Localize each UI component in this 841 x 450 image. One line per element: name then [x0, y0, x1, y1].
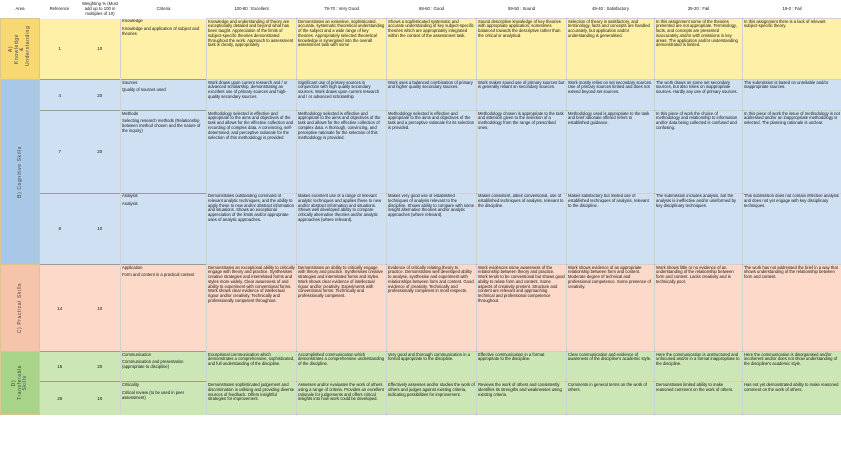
- header-grade-fail-low: 19-0 : Fail: [743, 0, 841, 19]
- grade-cell: The work has not addressed the brief in a way that shows understanding of the relationship between form and content.: [743, 265, 841, 352]
- grade-cell: Comments in general terms on the work of others.: [567, 382, 655, 415]
- weighting-cell: 10: [80, 382, 121, 415]
- grade-cell: Effectively assesses and/or studies the work of others and judges against existing criteria, indicating possibilities for improvement.: [387, 382, 477, 415]
- grade-cell: Methodology selected is effective and appropriate to the aims and objectives of the task and allows for the effective collection and recording of complex data. A convincing, self-determined, and perceptive rationale for the selection of this methodology is provided: [207, 111, 297, 193]
- grade-cell: Work draws upon current research and / or advanced scholarship, demonstrating an excellent use of primary sources and high-quality secondary sources: [207, 80, 297, 111]
- weighting-cell: 20: [80, 80, 121, 111]
- header-weighting: Weighting % (Must add up to 100 in multiples of 10): [80, 0, 121, 19]
- grade-cell: Work evidences some awareness of the relationship between theory and practice. Work tends to be conventional but shows good ability to relate form and content. Some aspects of creativity present. Structure and content are relevant and approaching technical and professional competence throughout.: [477, 265, 567, 352]
- rubric-row-criticality: [1, 382, 841, 415]
- area-transferable: [1, 352, 40, 415]
- reference-cell: 7: [40, 111, 80, 193]
- header-row: [1, 0, 841, 19]
- grade-cell: In this assignment there is a lack of relevant subject-specific theory.: [743, 19, 841, 80]
- criterion-description: Form and content in a practical context: [122, 272, 195, 278]
- area-label: A) Knowledge & Understanding: [8, 25, 31, 66]
- grade-cell: Shows a sophisticated systematic and accurate understanding of key subject-specific theories which are appropriately integrated within the context of the assessment task.: [387, 19, 477, 80]
- grade-cell: Demonstrates outstanding command of relevant analytic techniques, and the ability to apply these to new and/or abstract information and situations. Shows an exceptional appreciation of the limits and/or appropriate uses of analytic approaches.: [207, 193, 297, 264]
- header-grade-excellent: 100-80 : Excellent: [207, 0, 297, 19]
- criterion-title: Methods: [122, 110, 139, 116]
- grade-cell: Knowledge and understanding of theory are exceptionally detailed and beyond what has been taught. Appreciation of the limits of subject-specific theories demonstrated throughout the work. Approach to assessment task is clearly, appropriately: [207, 19, 297, 80]
- grade-cell: Exceptional communication which demonstrates a comprehensive, sophisticated, and full understanding of the discipline.: [207, 352, 297, 382]
- grade-cell: Methodology used is appropriate to the task and brief rationale offered refers to established guidance.: [567, 111, 655, 193]
- header-criteria: Criteria: [121, 0, 207, 19]
- criterion-cell: [121, 265, 207, 352]
- grade-cell: Effective communication in a format appropriate to the discipline.: [477, 352, 567, 382]
- grade-cell: Makes excellent use of a range of relevant analytic techniques and applies these to new and/or abstract information and situations. Shows well developed ability to compare critically alternative theories and/or analytic approaches (where relevant).: [297, 193, 387, 264]
- rubric-row-sources: [1, 80, 841, 111]
- criterion-title: Analysis: [122, 193, 138, 199]
- area-knowledge: [1, 19, 40, 80]
- header-grade-fail-high: 39-20 : Fail: [655, 0, 743, 19]
- criterion-title: Application: [122, 264, 143, 270]
- grade-cell: Methodology selected is effective and appropriate to the aims and objectives of the task and a perceptive rationale for its selection is provided.: [387, 111, 477, 193]
- criterion-cell: [121, 382, 207, 415]
- reference-cell: 15: [40, 352, 80, 382]
- weighting-cell: 10: [80, 19, 121, 80]
- grade-cell: Work shows evidence of an appropriate relationship between form and content. Moderate degree of technical and professional competence. Some presence of creativity.: [567, 265, 655, 352]
- rubric-row-analysis: [1, 193, 841, 264]
- grade-cell: Significant use of primary sources in conjunction with high quality secondary sources. Work draws upon current research and / or advanced scholarship: [297, 80, 387, 111]
- grade-cell: Has not yet demonstrated ability to make reasoned comment on the work of others.: [743, 382, 841, 415]
- area-label: C) Practical Skills: [17, 282, 23, 334]
- header-grade-very-good: 79-70 : Very Good: [297, 0, 387, 19]
- header-area: Area: [1, 0, 40, 19]
- area-label: D) Transferable Skills: [10, 364, 28, 400]
- criterion-title: Communication: [122, 351, 152, 357]
- grade-cell: Work makes sound use of primary sources but is generally reliant on secondary sources.: [477, 80, 567, 111]
- grade-cell: The submission includes analysis, but the analysis is ineffective and/or uninformed by key disciplinary techniques.: [655, 193, 743, 264]
- grade-cell: Here the communication is disorganised and/or incoherent and/or does not show understanding of the discipline's academic style.: [743, 352, 841, 382]
- grade-cell: Here the communication is unstructured and unfocused and/or in a format inappropriate to the discipline.: [655, 352, 743, 382]
- area-cognitive: [1, 80, 40, 265]
- grade-cell: The submission is based on unreliable and/or inappropriate sources.: [743, 80, 841, 111]
- grade-cell: Evidence of critically relating theory to practice. Demonstrates well developed ability to analyse, synthesise and experiment with relationships between form and content. Good evidence of creativity. Technically and professionally competent in most respects.: [387, 265, 477, 352]
- reference-cell: 14: [40, 265, 80, 352]
- rubric-row-communication: [1, 352, 841, 382]
- header-grade-satisfactory: 49-40 : Satisfactory: [567, 0, 655, 19]
- grade-cell: Selection of theory is satisfactory, and terminology, facts and concepts are handled accurately, but application and/or understanding is generalised.: [567, 19, 655, 80]
- criterion-description: Analysis: [122, 200, 138, 206]
- grade-cell: Demonstrates sophisticated judgement and discrimination in utilising and providing diverse sources of feedback. Offers insightful strategies for improvement.: [207, 382, 297, 415]
- criterion-description: Selecting research methods (Relationship between method chosen and the nature of the inquiry): [122, 118, 201, 134]
- criterion-description: Quality of sources used: [122, 87, 166, 93]
- criterion-description: Knowledge and application of subject and theories: [122, 25, 200, 36]
- grade-cell: Work uses a balanced combination of primary and higher quality secondary sources.: [387, 80, 477, 111]
- header-reference: Reference: [40, 0, 80, 19]
- grade-cell: This submission does not contain effective analysis and does not yet engage with key disciplinary techniques.: [743, 193, 841, 264]
- criterion-cell: [121, 111, 207, 193]
- criterion-cell: [121, 193, 207, 264]
- criterion-description: Critical review (to be used in peer assessment): [122, 389, 185, 400]
- reference-cell: 26: [40, 382, 80, 415]
- rubric-row-application: [1, 265, 841, 352]
- reference-cell: 1: [40, 19, 80, 80]
- grade-cell: Clear communication and evidence of awareness of the discipline's academic style.: [567, 352, 655, 382]
- area-practical: [1, 265, 40, 352]
- grade-cell: In this piece of work the choice of methodology and relationship to information and/or data being collected is confused and confusing.: [655, 111, 743, 193]
- grade-cell: Reviews the work of others and consistently identifies its strengths and weaknesses using existing criteria.: [477, 382, 567, 415]
- grade-cell: In this assignment some of the theories presented are not appropriate. Terminology, facts, and concepts are presented inaccurately and/or with omissions in key areas. The application and/or understanding demonstrated is limited.: [655, 19, 743, 80]
- grade-cell: Sound descriptive knowledge of key theories with appropriate application; sometimes balanced towards the descriptive rather than the critical or analytical.: [477, 19, 567, 80]
- header-grade-sound: 59-50 : Sound: [477, 0, 567, 19]
- grade-cell: The work draws on some set secondary sources, but also relies on inappropriate sources. Hardly any use of primary sources.: [655, 80, 743, 111]
- criterion-title: Sources: [122, 79, 138, 85]
- weighting-cell: 10: [80, 265, 121, 352]
- grade-cell: Methodology chosen is appropriate to the task and attention given to the selection of a methodology from the range of prescribed ones.: [477, 111, 567, 193]
- grade-cell: Assesses and/or evaluates the work of others using a range of criteria. Provides an excellent rationale for judgements and offers critical insights into how work could be developed.: [297, 382, 387, 415]
- reference-cell: 8: [40, 193, 80, 264]
- header-grade-good: 69-60 : Good: [387, 0, 477, 19]
- grade-cell: Makes satisfactory but limited use of established techniques of analysis, relevant to the discipline.: [567, 193, 655, 264]
- grade-cell: Methodology selected is effective and appropriate to the aims and objectives of the task and allows for the effective collection of complex data. A thorough, convincing, and perceptive rationale for the selection of this methodology is provided.: [297, 111, 387, 193]
- criterion-title: Knowledge: [122, 18, 143, 23]
- rubric-row-methods: [1, 111, 841, 193]
- grade-cell: Makes consistent, albeit conventional, use of established techniques of analysis, relevant to the discipline.: [477, 193, 567, 264]
- grade-cell: Makes very good use of established techniques of analysis relevant to the discipline. Shows ability to compare with some insight alternative theories and/or analytic approaches (where relevant).: [387, 193, 477, 264]
- criterion-cell: [121, 19, 207, 80]
- grade-cell: Demonstrates limited ability to make reasoned comment on the work of others.: [655, 382, 743, 415]
- grade-cell: Very good and thorough communication in a format appropriate to the discipline.: [387, 352, 477, 382]
- criterion-cell: [121, 352, 207, 382]
- grade-cell: Accomplished communication which demonstrates a comprehensive understanding of the discipline.: [297, 352, 387, 382]
- criterion-title: Criticality: [122, 381, 139, 387]
- grade-cell: Work shows little or no evidence of an understanding of the relationship between form and content. Lacks creativity and is technically poor.: [655, 265, 743, 352]
- weighting-cell: 20: [80, 352, 121, 382]
- criterion-description: Communication and presentation (appropriate to discipline): [122, 359, 184, 370]
- weighting-cell: 10: [80, 193, 121, 264]
- weighting-cell: 20: [80, 111, 121, 193]
- grade-cell: Demonstrates an ability to critically engage with theory and practice. Synthesises creative strategies and interrelated forms and styles. Work shows clear evidence of intellectual rigour and/or creativity. Experiments with conventional forms. Technically and professionally competent.: [297, 265, 387, 352]
- grade-cell: Demonstrates an exceptional ability to critically engage with theory and practice. Synthesises creative strategies and interrelated forms and styles more widely. Clear awareness of and ability to experiment with conventional forms. Work shows clear evidence of intellectual rigour and/or creativity. Technically and professionally competent throughout.: [207, 265, 297, 352]
- grade-cell: Demonstrates an extensive, sophisticated, accurate, systematic theoretical understanding of the subject and a wide range of key theories. Appropriately selected theoretical knowledge is synergised into the overall assessment task with some: [297, 19, 387, 80]
- reference-cell: 4: [40, 80, 80, 111]
- grade-cell: In this piece of work the issue of methodology is not addressed and/or an inappropriate methodology is selected. The planning rationale is unclear.: [743, 111, 841, 193]
- criterion-cell: [121, 80, 207, 111]
- rubric-row-knowledge: [1, 19, 841, 80]
- area-label: B) Cognitive Skills: [17, 146, 23, 198]
- grade-cell: Work mostly relies on set secondary sources. Use of primary sources limited and does not extend beyond set sources.: [567, 80, 655, 111]
